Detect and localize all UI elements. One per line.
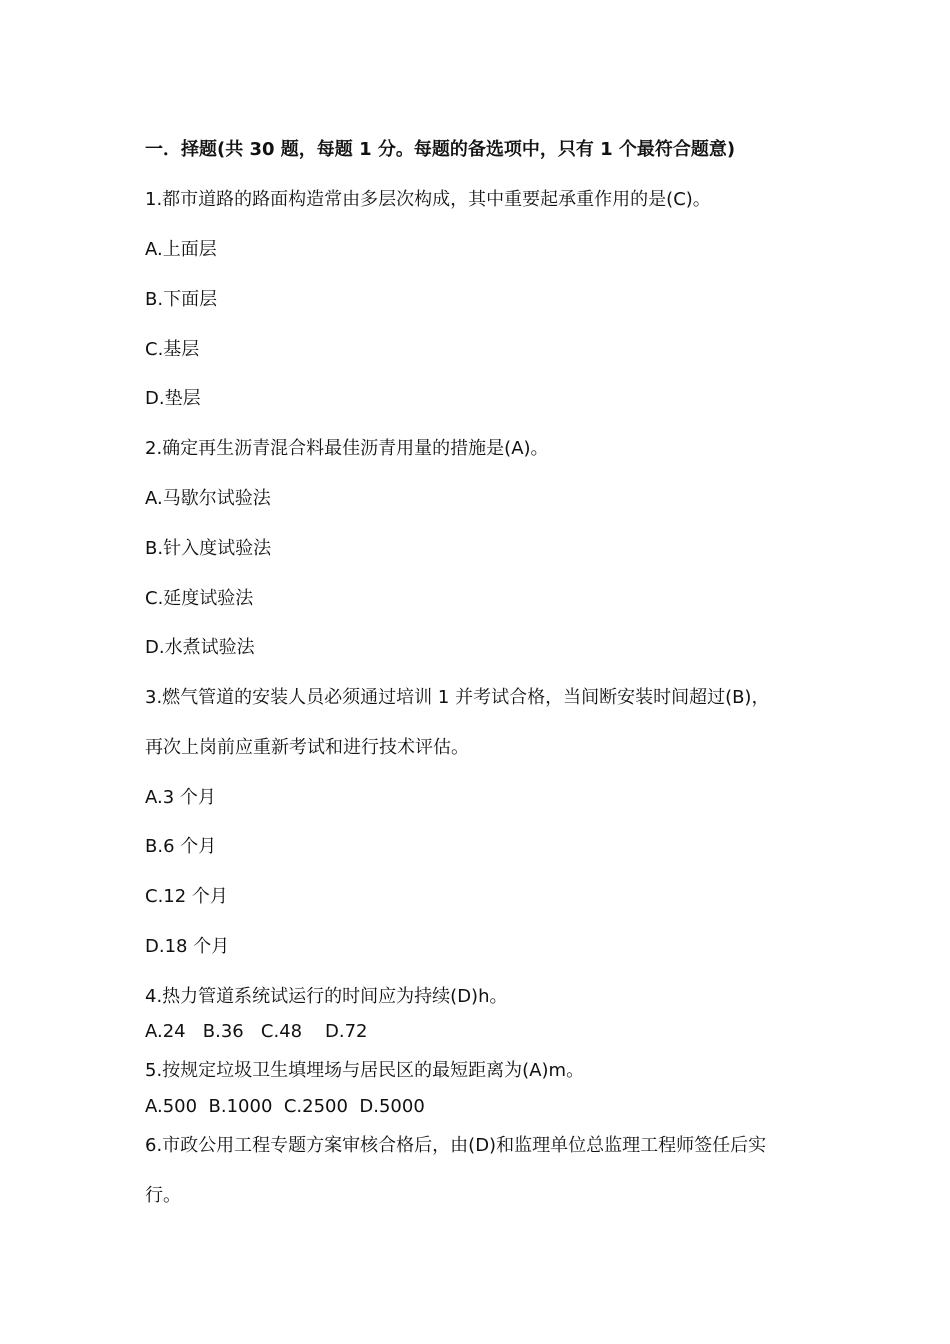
question-3-option-d: D.18 个月: [145, 936, 230, 957]
question-5-text: 5.按规定垃圾卫生填埋场与居民区的最短距离为(A)m。: [145, 1060, 585, 1081]
question-1-option-d: D.垫层: [145, 388, 201, 409]
question-2-option-c: C.延度试验法: [145, 588, 254, 609]
question-3-option-a: A.3 个月: [145, 787, 216, 808]
question-2-option-d: D.水煮试验法: [145, 637, 255, 658]
question-1-text: 1.都市道路的路面构造常由多层次构成，其中重要起承重作用的是(C)。: [145, 189, 711, 210]
question-3-text: 3.燃气管道的安装人员必须通过培训 1 并考试合格，当间断安装时间超过(B)，: [145, 687, 770, 708]
section-heading: 一．择题(共 30 题，每题 1 分。每题的备选项中，只有 1 个最符合题意): [145, 139, 736, 160]
question-2-option-b: B.针入度试验法: [145, 538, 272, 559]
question-6-text: 6.市政公用工程专题方案审核合格后，由(D)和监理单位总监理工程师签任后实: [145, 1135, 767, 1156]
question-1-option-a: A.上面层: [145, 239, 217, 260]
question-1-option-c: C.基层: [145, 339, 200, 360]
question-4-text: 4.热力管道系统试运行的时间应为持续(D)h。: [145, 986, 508, 1007]
question-3-option-c: C.12 个月: [145, 886, 228, 907]
question-3-text-continued: 再次上岗前应重新考试和进行技术评估。: [145, 737, 469, 758]
question-5-options: A.500 B.1000 C.2500 D.5000: [145, 1096, 425, 1117]
question-6-text-continued: 行。: [145, 1185, 181, 1206]
question-1-option-b: B.下面层: [145, 289, 218, 310]
question-2-option-a: A.马歇尔试验法: [145, 488, 271, 509]
question-3-option-b: B.6 个月: [145, 836, 217, 857]
question-2-text: 2.确定再生沥青混合料最佳沥青用量的措施是(A)。: [145, 438, 549, 459]
question-4-options: A.24 B.36 C.48 D.72: [145, 1021, 368, 1042]
